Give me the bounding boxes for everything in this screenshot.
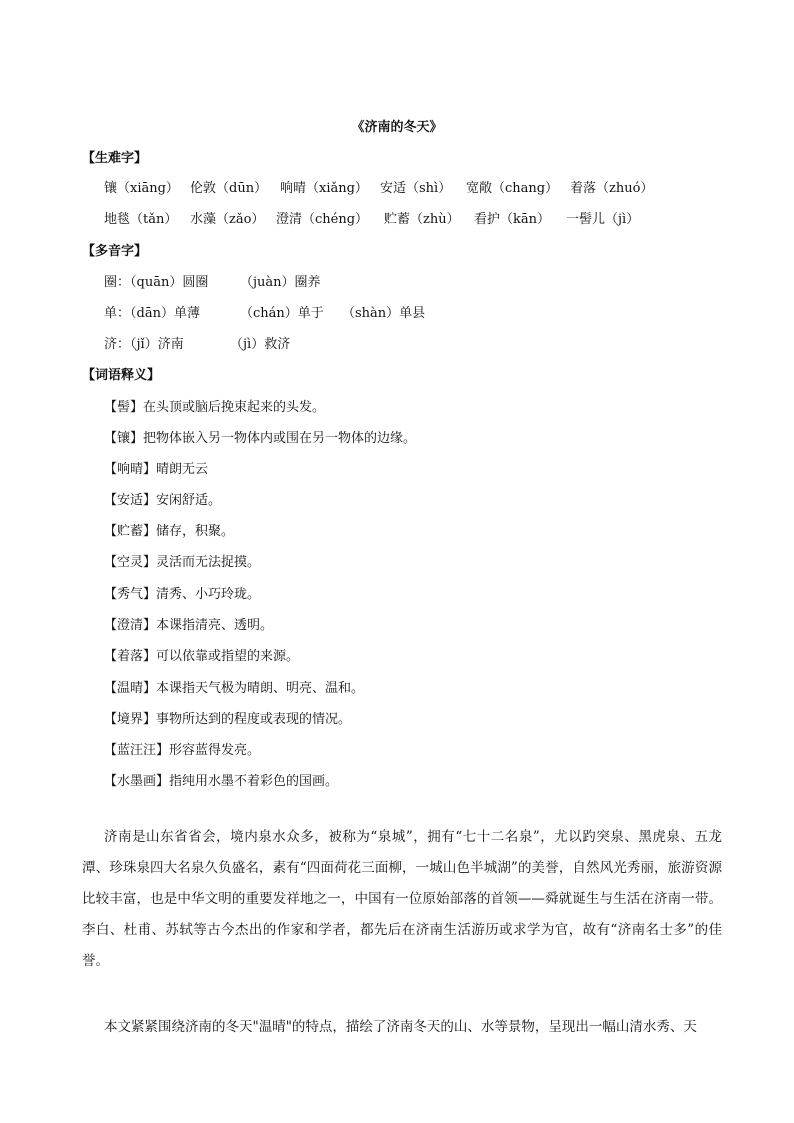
section-heading-hard-chars: 【生难字】 xyxy=(82,151,148,166)
hard-char-item: 安适（shì） xyxy=(380,181,452,196)
polyphone-reading: （jì）救济 xyxy=(230,337,291,352)
glossary-item: 【贮蓄】储存，积聚。 xyxy=(104,524,235,539)
section-heading-polyphones: 【多音字】 xyxy=(82,244,148,259)
glossary-item: 【境界】事物所达到的程度或表现的情况。 xyxy=(104,712,352,727)
glossary-item: 【澄清】本课指清亮、透明。 xyxy=(104,618,274,633)
polyphone-reading: 圈：（quān）圆圈 xyxy=(104,275,209,290)
polyphone-line-dan xyxy=(104,302,425,321)
polyphone-line-quan xyxy=(104,271,321,290)
section-heading-glossary: 【词语释义】 xyxy=(82,368,161,383)
hard-chars-row-2 xyxy=(104,208,639,227)
glossary-item: 【镶】把物体嵌入另一物体内或围在另一物体的边缘。 xyxy=(104,431,417,446)
glossary-item: 【蓝汪汪】形容蓝得发亮。 xyxy=(104,743,261,758)
page-title: 《济南的冬天》 xyxy=(351,120,443,135)
hard-char-item: 贮蓄（zhù） xyxy=(384,212,460,227)
hard-char-item: 伦敦（dūn） xyxy=(190,181,268,196)
polyphone-reading: 济：（jǐ）济南 xyxy=(104,337,184,352)
hard-char-item: 看护（kān） xyxy=(474,212,551,227)
hard-char-item: 镶（xiāng） xyxy=(104,181,179,196)
summary-paragraph: 本文紧紧围绕济南的冬天"温晴"的特点，描绘了济南冬天的山、水等景物，呈现出一幅山清水秀、天 xyxy=(104,1019,697,1035)
glossary-item: 【安适】安闲舒适。 xyxy=(104,493,222,508)
glossary-item: 【水墨画】指纯用水墨不着彩色的国画。 xyxy=(104,774,339,789)
hard-char-item: 响晴（xiǎng） xyxy=(280,181,368,196)
polyphone-reading: （juàn）圈养 xyxy=(240,275,321,290)
polyphone-reading: （chán）单于 xyxy=(240,306,324,321)
hard-char-item: 地毯（tǎn） xyxy=(104,212,178,227)
hard-char-item: 一髻儿（jì） xyxy=(566,212,640,227)
hard-chars-row-1 xyxy=(104,177,653,196)
polyphone-reading: （shàn）单县 xyxy=(342,306,426,321)
glossary-item: 【空灵】灵活而无法捉摸。 xyxy=(104,555,261,570)
glossary-item: 【着落】可以依靠或指望的来源。 xyxy=(104,649,300,664)
hard-char-item: 澄清（chéng） xyxy=(276,212,369,227)
intro-paragraph: 济南是山东省省会，境内泉水众多，被称为“泉城”，拥有“七十二名泉”，尤以趵突泉、黑虎泉、五龙潭、珍珠泉四大名泉久负盛名，素有“四面荷花三面柳，一城山色半城湖”的美誉，自然风光秀丽，旅游资源比较丰富，也是中华文明的重要发祥地之一，中国有一位原始部落的首领——舜就诞生与生活在济南一带。李白、杜甫、苏轼等古今杰出的作家和学者，都先后在济南生活游历或求学为官，故有“济南名士多”的佳誉。 xyxy=(82,829,722,969)
glossary-item: 【响晴】晴朗无云 xyxy=(104,462,209,477)
hard-char-item: 着落（zhuó） xyxy=(570,181,654,196)
glossary-item: 【秀气】清秀、小巧玲珑。 xyxy=(104,587,261,602)
glossary-item: 【温晴】本课指天气极为晴朗、明亮、温和。 xyxy=(104,681,365,696)
polyphone-reading: 单：（dān）单薄 xyxy=(104,306,200,321)
glossary-item: 【髻】在头顶或脑后挽束起来的头发。 xyxy=(104,400,326,415)
hard-char-item: 水藻（zǎo） xyxy=(190,212,265,227)
hard-char-item: 宽敞（chang） xyxy=(466,181,559,196)
polyphone-line-ji xyxy=(104,333,290,352)
